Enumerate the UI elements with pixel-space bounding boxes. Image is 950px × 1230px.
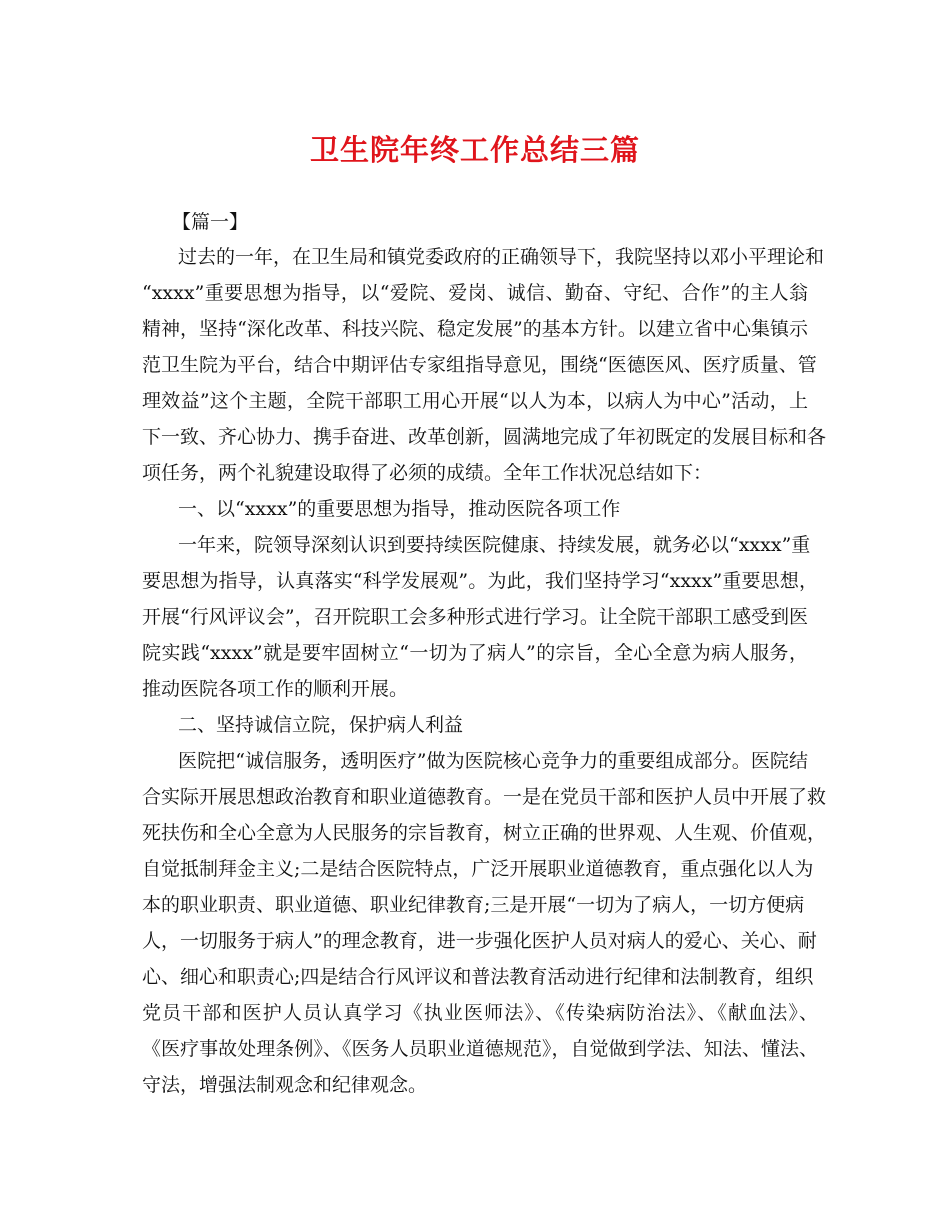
paragraph-line: 守法，增强法制观念和纪律观念。 <box>142 1074 428 1096</box>
paragraph-line: 心、细心和职责心;四是结合行风评议和普法教育活动进行纪律和法制教育，组织 <box>142 966 814 988</box>
paragraph-line: 推动医院各项工作的顺利开展。 <box>142 678 409 700</box>
paragraph-line: 医院把“诚信服务，透明医疗”做为医院核心竞争力的重要组成部分。医院结 <box>178 750 808 772</box>
paragraph-line: 要思想为指导，认真落实“科学发展观”。为此，我们坚持学习“xxxx”重要思想， <box>142 570 818 592</box>
document-title: 卫生院年终工作总结三篇 <box>309 133 640 167</box>
paragraph-line: 开展“行风评议会”，召开院职工会多种形式进行学习。让全院干部职工感受到医 <box>142 606 808 628</box>
paragraph-line: 理效益”这个主题，全院干部职工用心开展“以人为本，以病人为中心”活动，上 <box>142 390 808 412</box>
section-heading: 二、坚持诚信立院，保护病人利益 <box>178 714 464 736</box>
paragraph-line: 党员干部和医护人员认真学习《执业医师法》、《传染病防治法》、《献血法》、 <box>142 1002 818 1024</box>
paragraph-line: 合实际开展思想政治教育和职业道德教育。一是在党员干部和医护人员中开展了救 <box>142 786 827 808</box>
paragraph-line: 死扶伤和全心全意为人民服务的宗旨教育，树立正确的世界观、人生观、价值观， <box>142 822 827 844</box>
paragraph-line: 项任务，两个礼貌建设取得了必须的成绩。全年工作状况总结如下： <box>142 462 713 484</box>
paragraph-line: 自觉抵制拜金主义;二是结合医院特点，广泛开展职业道德教育，重点强化以人为 <box>142 858 814 880</box>
paragraph-line: 人，一切服务于病人”的理念教育，进一步强化医护人员对病人的爱心、关心、耐 <box>142 930 817 952</box>
paragraph-line: 一年来，院领导深刻认识到要持续医院健康、持续发展，就务必以“xxxx”重 <box>178 534 811 556</box>
paragraph-line: 《医疗事故处理条例》、《医务人员职业道德规范》，自觉做到学法、知法、懂法、 <box>142 1038 818 1060</box>
paragraph-line: 本的职业职责、职业道德、职业纪律教育;三是开展“一切为了病人，一切方便病 <box>142 894 805 916</box>
paragraph-line: 过去的一年，在卫生局和镇党委政府的正确领导下，我院坚持以邓小平理论和 <box>178 246 825 268</box>
paragraph-line: 精神，坚持“深化改革、科技兴院、稳定发展”的基本方针。以建立省中心集镇示 <box>142 318 808 340</box>
section-heading: 【篇一】 <box>172 211 249 233</box>
section-heading: 一、以“xxxx”的重要思想为指导，推动医院各项工作 <box>178 498 621 520</box>
paragraph-line: “xxxx”重要思想为指导，以“爱院、爱岗、诚信、勤奋、守纪、合作”的主人翁 <box>142 282 808 304</box>
paragraph-line: 下一致、齐心协力、携手奋进、改革创新，圆满地完成了年初既定的发展目标和各 <box>142 426 827 448</box>
paragraph-line: 范卫生院为平台，结合中期评估专家组指导意见，围绕“医德医风、医疗质量、管 <box>142 354 817 376</box>
paragraph-line: 院实践“xxxx”就是要牢固树立“一切为了病人”的宗旨，全心全意为病人服务， <box>142 642 808 664</box>
